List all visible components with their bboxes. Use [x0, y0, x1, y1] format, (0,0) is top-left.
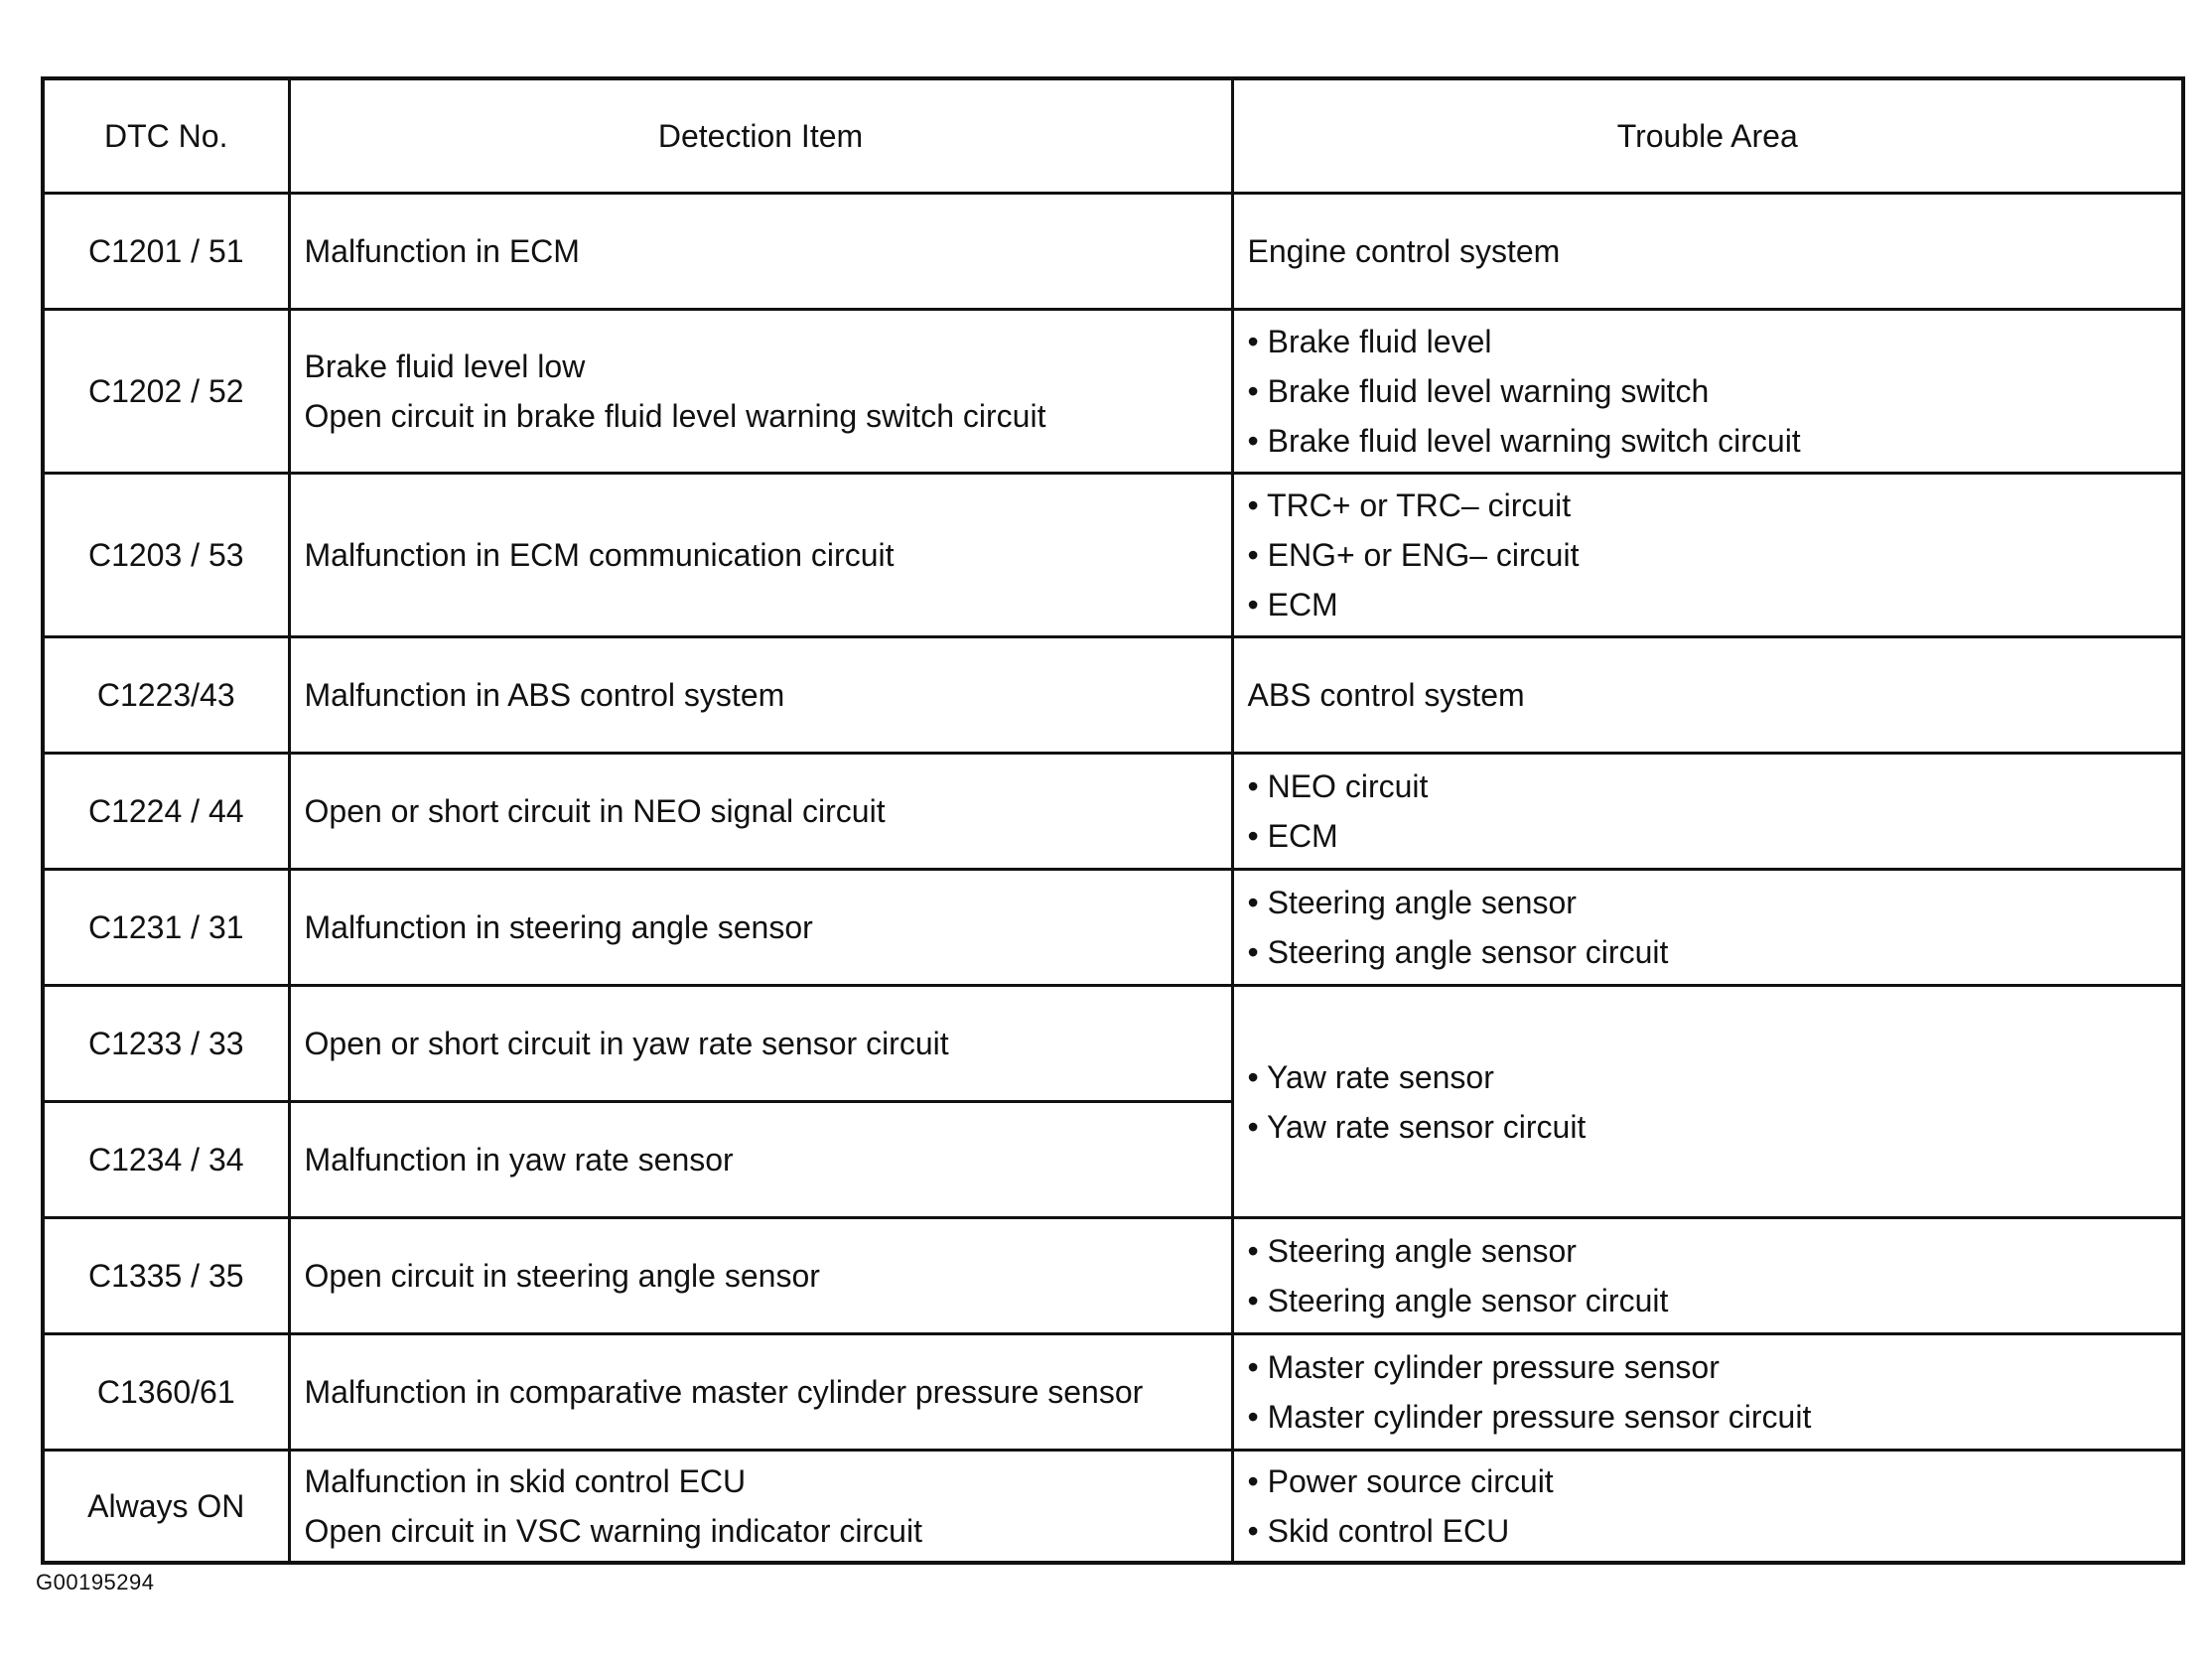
trouble-area-bullet: • ECM	[1247, 818, 1338, 854]
trouble-area	[1232, 637, 2183, 754]
figure-id: G00195294	[36, 1570, 155, 1594]
trouble-area	[1232, 870, 2183, 986]
dtc-code: C1335 / 35	[43, 1218, 289, 1334]
header-detection-item: Detection Item	[289, 78, 1232, 194]
trouble-area-bullet: • Yaw rate sensor	[1247, 1058, 1494, 1095]
trouble-area-bullet: • ENG+ or ENG– circuit	[1247, 537, 1580, 573]
detection-item	[289, 870, 1232, 986]
trouble-area	[1232, 194, 2183, 310]
detection-item	[289, 194, 1232, 310]
header-trouble-area: Trouble Area	[1232, 78, 2183, 194]
trouble-area	[1232, 754, 2183, 870]
trouble-area-line: ABS control system	[1247, 677, 1525, 713]
detection-item-line: Malfunction in skid control ECU	[304, 1462, 747, 1499]
detection-item	[289, 474, 1232, 637]
dtc-code: C1224 / 44	[43, 754, 289, 870]
detection-item-line: Brake fluid level low	[304, 348, 586, 384]
detection-item-line: Open circuit in VSC warning indicator circuit	[304, 1512, 922, 1549]
trouble-area-bullet: • Brake fluid level	[1247, 324, 1492, 359]
trouble-area-bullet: • Master cylinder pressure sensor circuit	[1247, 1399, 1812, 1435]
table-row	[43, 870, 2183, 986]
trouble-area	[1232, 310, 2183, 474]
detection-item-line: Malfunction in comparative master cylinder pressure sensor	[304, 1374, 1144, 1410]
trouble-area-bullet: • ECM	[1247, 587, 1338, 623]
trouble-area-bullet: • Skid control ECU	[1247, 1512, 1510, 1549]
trouble-area-bullet: • Steering angle sensor circuit	[1247, 1283, 1669, 1318]
table-row	[43, 474, 2183, 637]
dtc-code: Always ON	[43, 1451, 289, 1563]
header-dtc-no: DTC No.	[43, 78, 289, 194]
detection-item-line: Open or short circuit in NEO signal circuit	[304, 793, 886, 829]
detection-item-line: Malfunction in yaw rate sensor	[304, 1142, 734, 1177]
trouble-area	[1232, 1218, 2183, 1334]
detection-item-line: Malfunction in ECM communication circuit	[304, 537, 895, 573]
detection-item-line: Open circuit in steering angle sensor	[304, 1258, 820, 1294]
table-row	[43, 1451, 2183, 1563]
table-row	[43, 310, 2183, 474]
detection-item-line: Malfunction in ABS control system	[304, 677, 785, 713]
dtc-code: C1201 / 51	[43, 194, 289, 310]
detection-item-line: Malfunction in ECM	[304, 233, 580, 269]
dtc-code: C1231 / 31	[43, 870, 289, 986]
dtc-table	[41, 76, 2185, 1565]
trouble-area-bullet: • Yaw rate sensor circuit	[1247, 1108, 1587, 1145]
trouble-area-bullet: • Power source circuit	[1247, 1462, 1554, 1499]
dtc-code: C1360/61	[43, 1334, 289, 1451]
trouble-area-bullet: • Brake fluid level warning switch circuit	[1247, 423, 1801, 459]
trouble-area-bullet: • Steering angle sensor	[1247, 1233, 1577, 1269]
detection-item-line: Open or short circuit in yaw rate sensor circuit	[304, 1026, 949, 1061]
detection-item	[289, 1334, 1232, 1451]
trouble-area-line: Engine control system	[1247, 233, 1561, 269]
trouble-area-bullet: • Master cylinder pressure sensor	[1247, 1349, 1720, 1385]
trouble-area	[1232, 986, 2183, 1218]
dtc-code: C1202 / 52	[43, 310, 289, 474]
dtc-code: C1234 / 34	[43, 1102, 289, 1218]
table-header-row	[43, 78, 2183, 194]
table-row	[43, 194, 2183, 310]
detection-item-line: Malfunction in steering angle sensor	[304, 909, 813, 945]
detection-item	[289, 986, 1232, 1102]
detection-item	[289, 1102, 1232, 1218]
trouble-area-bullet: • NEO circuit	[1247, 768, 1429, 804]
dtc-code: C1233 / 33	[43, 986, 289, 1102]
trouble-area-bullet: • TRC+ or TRC– circuit	[1247, 487, 1572, 523]
detection-item	[289, 1451, 1232, 1563]
detection-item	[289, 754, 1232, 870]
detection-item	[289, 1218, 1232, 1334]
trouble-area	[1232, 1334, 2183, 1451]
dtc-code: C1223/43	[43, 637, 289, 754]
trouble-area-bullet: • Steering angle sensor	[1247, 885, 1577, 920]
detection-item	[289, 310, 1232, 474]
trouble-area-bullet: • Steering angle sensor circuit	[1247, 934, 1669, 970]
table-row	[43, 637, 2183, 754]
detection-item	[289, 637, 1232, 754]
trouble-area	[1232, 474, 2183, 637]
dtc-code: C1203 / 53	[43, 474, 289, 637]
table-row	[43, 1218, 2183, 1334]
detection-item-line: Open circuit in brake fluid level warning switch circuit	[304, 398, 1046, 434]
trouble-area-bullet: • Brake fluid level warning switch	[1247, 373, 1710, 409]
table-row	[43, 986, 2183, 1102]
table-row	[43, 754, 2183, 870]
trouble-area	[1232, 1451, 2183, 1563]
table-row	[43, 1334, 2183, 1451]
